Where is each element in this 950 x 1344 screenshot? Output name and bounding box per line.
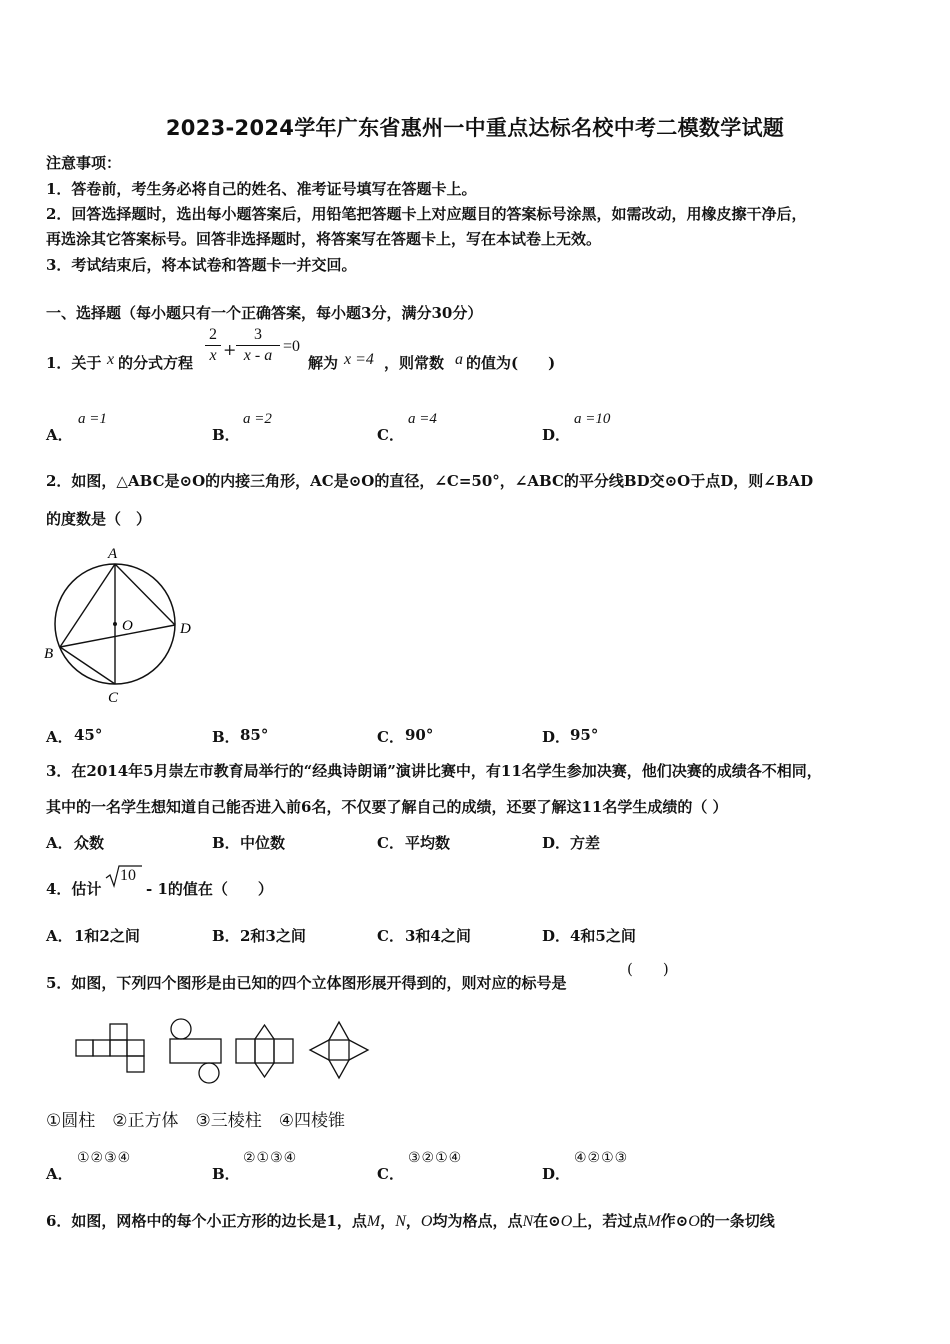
q6-point-m-2: M: [647, 1213, 661, 1230]
q3-option-d-label[interactable]: D．: [542, 834, 571, 852]
q2-option-a-label[interactable]: A．: [46, 728, 73, 746]
q4-option-b-value: 2和3之间: [240, 927, 306, 945]
q4-option-a-label[interactable]: A．: [46, 927, 73, 945]
q4-option-d-value: 4和5之间: [570, 927, 636, 945]
q1-option-c-value: a =4: [408, 411, 437, 427]
q6-point-m: M: [366, 1213, 381, 1230]
q5-option-d-label[interactable]: D．: [542, 1165, 571, 1183]
q4-option-a-value: 1和2之间: [74, 927, 140, 945]
q2-label-a: A: [108, 546, 118, 562]
q1-solution: x =4: [344, 351, 374, 368]
q2-option-d-value: 95°: [570, 726, 599, 744]
q6-post: 的一条切线: [699, 1212, 775, 1230]
q1-equals-zero: =0: [283, 338, 301, 355]
q6-point-o-3: O: [688, 1213, 700, 1230]
q2-label-b: B: [44, 646, 54, 662]
q3-line-1: 3．在2014年5月崇左市教育局举行的“经典诗朗诵”演讲比赛中，有11名学生参加决赛，他们决赛的成绩各不相同，: [46, 762, 822, 780]
q1-post-3: 的值为( ): [466, 354, 556, 372]
q4-prefix: 4．估计: [46, 880, 102, 898]
page-title: 2023-2024学年广东省惠州一中重点达标名校中考二模数学试题: [165, 116, 785, 140]
q6-point-n: N: [395, 1213, 406, 1230]
q6-prefix: 6．如图，网格中的每个小正方形的边长是1，点: [46, 1212, 367, 1230]
q6-mid-2: 在⊙: [533, 1212, 561, 1230]
notice-item-3: 3．考试结束后，将本试卷和答题卡一并交回。: [46, 256, 357, 274]
q5-option-d-value: ④②①③: [574, 1150, 629, 1166]
q5-answer-paren: ( ): [627, 960, 669, 978]
notice-item-2b: 再选涂其它答案标号。回答非选择题时，将答案写在答题卡上，写在本试卷上无效。: [46, 230, 602, 248]
q2-option-c-label[interactable]: C．: [377, 728, 404, 746]
notice-heading: 注意事项：: [46, 154, 122, 172]
q4-option-b-label[interactable]: B．: [212, 927, 240, 945]
q1-plus: +: [223, 340, 237, 359]
q5-text: 5．如图，下列四个图形是由已知的四个立体图形展开得到的，则对应的标号是: [46, 974, 567, 992]
q2-option-a-value: 45°: [74, 726, 103, 744]
q2-label-o: O: [122, 618, 133, 634]
q1-option-c-label[interactable]: C．: [377, 426, 404, 444]
q4-option-c-value: 3和4之间: [405, 927, 471, 945]
q1-prefix: 1．关于: [46, 354, 102, 372]
q1-post-1: 解为: [308, 354, 339, 372]
net-1-cube: [76, 1024, 144, 1072]
q1-option-a-value: a =1: [78, 411, 107, 427]
q5-nets-figure: [70, 1014, 380, 1084]
q3-option-b-label[interactable]: B．: [212, 834, 240, 852]
section-1-heading: 一、选择题（每小题只有一个正确答案，每小题3分，满分30分）: [46, 304, 483, 322]
notice-item-2a: 2．回答选择题时，选出每小题答案后，用铅笔把答题卡上对应题目的答案标号涂黑，如需改动，用橡皮擦干净后，: [46, 205, 807, 223]
q1-fraction-1: [205, 326, 221, 365]
q1-post-2: ，则常数: [384, 354, 445, 372]
q1-frac2-numerator: 3: [254, 326, 262, 343]
q1-option-a-label[interactable]: A．: [46, 426, 73, 444]
q1-frac1-denominator: x: [209, 347, 217, 364]
q3-option-a-label[interactable]: A．: [46, 834, 73, 852]
net-3-prism: [236, 1025, 293, 1077]
q4-radicand: 10: [120, 867, 136, 884]
q5-solid-list: ①圆柱 ②正方体 ③三棱柱 ④四棱锥: [46, 1111, 345, 1131]
q6-point-n-2: N: [522, 1213, 534, 1230]
q1-var-a: a: [455, 351, 463, 368]
q5-option-c-value: ③②①④: [408, 1150, 463, 1166]
q1-option-b-value: a =2: [243, 411, 272, 427]
q2-circle-figure: [40, 542, 210, 707]
q2-label-d: D: [180, 621, 191, 637]
q2-line-2: 的度数是（ ）: [46, 510, 152, 528]
q4-post: - 1的值在（ ）: [146, 880, 273, 898]
q3-option-b-value: 中位数: [240, 834, 286, 852]
q6-point-o: O: [420, 1213, 433, 1230]
q1-frac1-numerator: 2: [209, 326, 217, 343]
q2-line-1: 2．如图，△ABC是⊙O的内接三角形，AC是⊙O的直径，∠C=50°，∠ABC的平分线BD交⊙O于点D，则∠BAD: [46, 472, 814, 490]
q3-option-c-value: 平均数: [405, 834, 451, 852]
q1-frac2-denominator: x - a: [243, 347, 273, 364]
q1-fraction-2: [236, 326, 280, 365]
net-2-cylinder: [170, 1019, 221, 1083]
q2-option-d-label[interactable]: D．: [542, 728, 571, 746]
net-4-pyramid: [310, 1022, 368, 1078]
q5-option-b-value: ②①③④: [243, 1150, 298, 1166]
q2-option-c-value: 90°: [405, 726, 434, 744]
q6-sep-2: ，: [405, 1212, 421, 1230]
notice-item-1: 1．答卷前，考生务必将自己的姓名、准考证号填写在答题卡上。: [46, 180, 477, 198]
q3-option-a-value: 众数: [74, 834, 105, 852]
q5-option-c-label[interactable]: C．: [377, 1165, 404, 1183]
q1-option-d-value: a =10: [574, 411, 611, 427]
q5-option-a-value: ①②③④: [77, 1150, 132, 1166]
q2-label-c: C: [108, 690, 119, 706]
q3-option-d-value: 方差: [570, 834, 601, 852]
q1-var-x: x: [107, 351, 115, 368]
q4-option-d-label[interactable]: D．: [542, 927, 571, 945]
q1-option-b-label[interactable]: B．: [212, 426, 240, 444]
question-6: [46, 1210, 775, 1231]
q1-option-d-label[interactable]: D．: [542, 426, 571, 444]
q2-option-b-value: 85°: [240, 726, 269, 744]
q1-mid-text: 的分式方程: [118, 354, 194, 372]
q6-mid-4: 作⊙: [660, 1212, 689, 1230]
q6-mid-1: 均为格点，点: [432, 1212, 523, 1230]
q5-option-b-label[interactable]: B．: [212, 1165, 240, 1183]
q6-sep-1: ，: [380, 1212, 396, 1230]
q4-option-c-label[interactable]: C．: [377, 927, 404, 945]
q5-option-a-label[interactable]: A．: [46, 1165, 73, 1183]
q2-option-b-label[interactable]: B．: [212, 728, 240, 746]
q6-point-o-2: O: [560, 1213, 573, 1230]
q6-mid-3: 上，若过点: [572, 1212, 648, 1230]
q3-option-c-label[interactable]: C．: [377, 834, 404, 852]
q3-line-2: 其中的一名学生想知道自己能否进入前6名，不仅要了解自己的成绩，还要了解这11名学生成绩的（ ）: [46, 798, 728, 816]
